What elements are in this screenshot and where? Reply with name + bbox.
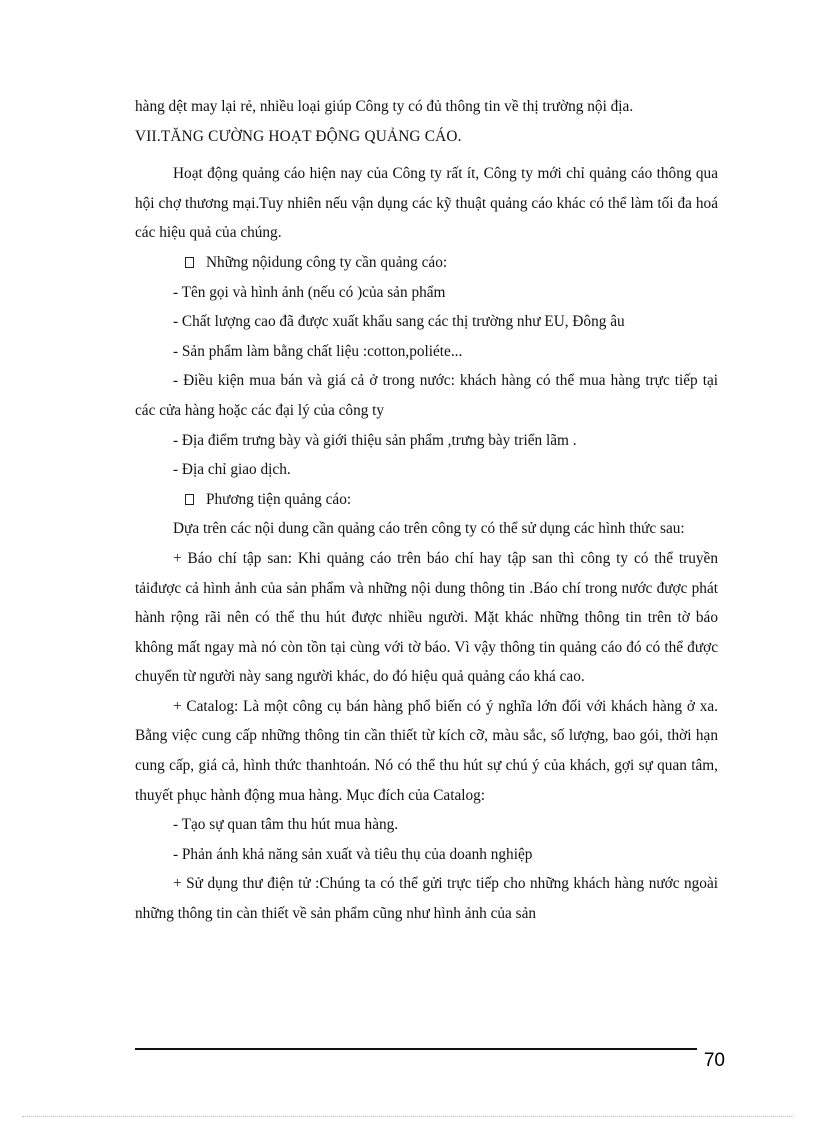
footer-rule	[135, 1048, 697, 1050]
list-item-interest: - Tạo sự quan tâm thu hút mua hàng.	[173, 816, 399, 834]
paragraph-email: + Sử dụng thư điện tử :Chúng ta có thể gửi trực tiếp cho những khách hàng nước ngoài những thông tin càn thiết về sản phẩm cũng như hình ảnh của sản	[135, 875, 718, 923]
bullet-media-heading	[135, 485, 718, 515]
list-item-name: - Tên gọi và hình ảnh (nếu có )của sản phẩm	[173, 283, 446, 301]
list-item-location: - Địa điểm trưng bày và giới thiệu sản phẩm ,trưng bày triển lãm .	[173, 431, 577, 449]
list-item-quality: - Chất lượng cao đã được xuất khẩu sang các thị trường như EU, Đông âu	[173, 313, 625, 331]
body-text	[135, 92, 718, 929]
page-number: 70	[703, 1050, 725, 1071]
bullet-content-label: Những nộidung công ty cần quảng cáo:	[206, 253, 448, 271]
page-boundary-line	[22, 1116, 794, 1117]
list-item-material: - Sản phẩm làm bằng chất liệu :cotton,poliéte...	[173, 342, 463, 360]
list-item-terms: - Điều kiện mua bán và giá cả ở trong nước: khách hàng có thể mua hàng trực tiếp tại các cửa hàng hoặc các đại lý của công ty	[135, 372, 718, 419]
bullet-content-heading	[135, 248, 718, 278]
paragraph-continuation: hàng dệt may lại rẻ, nhiều loại giúp Công ty có đủ thông tin về thị trường nội địa.	[135, 98, 634, 115]
paragraph-catalog: + Catalog: Là một công cụ bán hàng phổ biến có ý nghĩa lớn đối với khách hàng ở xa. Bằng việc cung cấp những thông tin cần thiết từ kích cỡ, màu sắc, số lượng, bao gói, thời hạn cung cấp, giá cả, hình thức thanhtoán. Nó có thể thu hút sự chú ý của khách, gợi sự quan tâm, thuyết phục hành động mua hàng. Mục đích của Catalog:	[135, 697, 718, 804]
list-item-address: - Địa chỉ giao dịch.	[173, 461, 291, 479]
list-item-capacity: - Phản ánh khả năng sản xuất và tiêu thụ của doanh nghiệp	[173, 845, 533, 863]
checkbox-bullet-icon	[185, 494, 194, 505]
paragraph-forms: Dựa trên các nội dung cần quảng cáo trên công ty có thể sử dụng các hình thức sau:	[173, 520, 685, 538]
bullet-media-label: Phương tiện quảng cáo:	[206, 490, 352, 508]
checkbox-bullet-icon	[185, 257, 194, 268]
paragraph-intro: Hoạt động quảng cáo hiện nay của Công ty rất ít, Công ty mới chỉ quảng cáo thông qua hội chợ thương mại.Tuy nhiên nếu vận dụng các kỹ thuật quảng cáo khác có thể làm tối đa hoá các hiệu quả của chúng.	[135, 165, 718, 242]
section-heading: VII.TĂNG CƯỜNG HOẠT ĐỘNG QUẢNG CÁO.	[135, 127, 462, 145]
paragraph-press: + Báo chí tập san: Khi quảng cáo trên báo chí hay tập san thì công ty có thể truyền tảiđược cả hình ảnh của sản phẩm và những nội dung thông tin .Báo chí trong nước được phát hành rộng rãi nên có thể thu hút được nhiều người. Mặt khác những thông tin trên tờ báo không mất ngay mà nó còn tồn tại cùng với tờ báo. Vì vậy thông tin quảng cáo đó có thể được chuyển từ người này sang người khác, do đó hiệu quả quảng cáo khá cao.	[135, 549, 718, 686]
